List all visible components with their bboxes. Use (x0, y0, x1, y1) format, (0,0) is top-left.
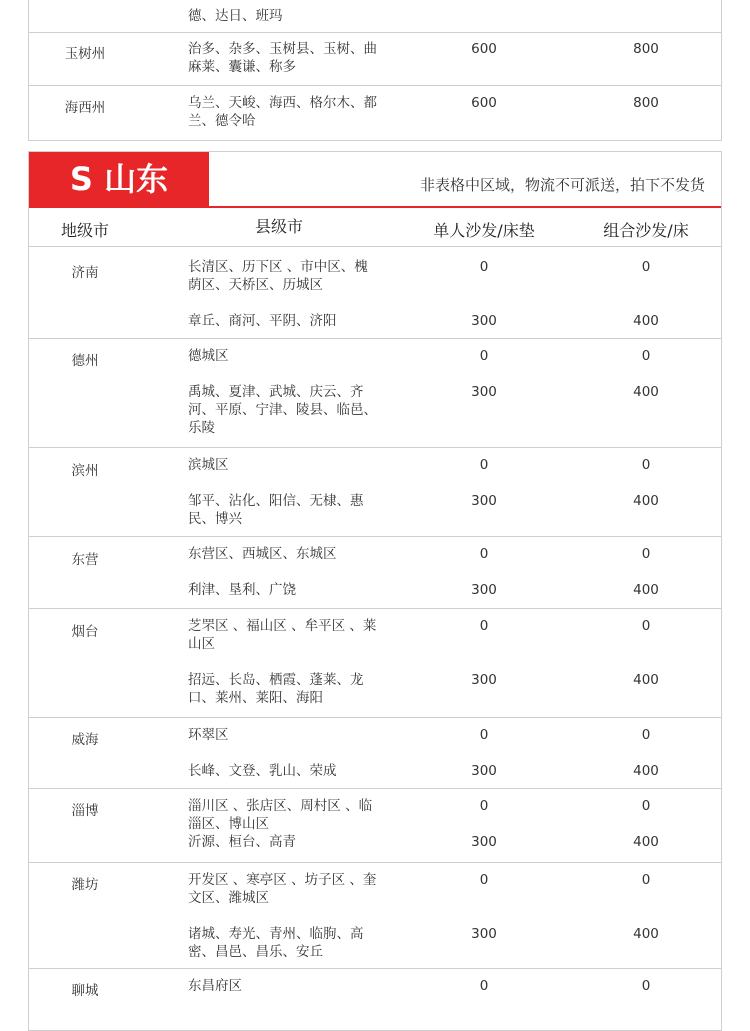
table-row (29, 608, 721, 718)
combo-price: 400 (633, 493, 659, 509)
combo-price: 400 (633, 763, 659, 779)
single-price: 0 (479, 872, 489, 888)
single-price: 300 (471, 582, 497, 598)
delivery-note: 非表格中区域，物流不可派送，拍下不发货 (419, 176, 705, 194)
header-county: 县级市 (254, 217, 303, 236)
table-row (29, 788, 721, 863)
table-row (29, 247, 721, 339)
combo-price: 800 (633, 95, 659, 111)
combo-price: 0 (641, 727, 651, 743)
county-list: 章丘、商河、平阴、济阳 (188, 313, 337, 329)
combo-price: 0 (641, 546, 651, 562)
single-price: 0 (479, 978, 489, 994)
combo-price: 0 (641, 618, 651, 634)
section-title: S 山东 (29, 152, 209, 206)
city-name: 玉树州 (64, 46, 106, 62)
single-price: 300 (471, 672, 497, 688)
county-list: 滨城区 (188, 457, 229, 473)
county-list: 禹城、夏津、武城、庆云、齐河、平原、宁津、陵县、临邑、乐陵 (188, 384, 377, 436)
county-list: 招远、长岛、栖霞、蓬莱、龙口、莱州、莱阳、海阳 (188, 672, 364, 706)
header-city: 地级市 (60, 221, 109, 240)
combo-price: 0 (641, 872, 651, 888)
shandong-table (28, 151, 722, 1031)
combo-price: 400 (633, 384, 659, 400)
city-name: 威海 (71, 732, 99, 748)
table-row (29, 447, 721, 537)
single-price: 300 (471, 834, 497, 850)
combo-price: 400 (633, 313, 659, 329)
combo-price: 0 (641, 348, 651, 364)
county-list: 环翠区 (188, 727, 229, 743)
combo-price: 0 (641, 978, 651, 994)
header-single: 单人沙发/床垫 (433, 221, 535, 240)
county-list: 长峰、文登、乳山、荣成 (188, 763, 337, 779)
county-list: 乌兰、天峻、海西、格尔木、都兰、德令哈 (188, 95, 377, 129)
single-price: 0 (479, 348, 489, 364)
table-row (29, 536, 721, 609)
single-price: 0 (479, 618, 489, 634)
table-row (29, 717, 721, 789)
county-list: 邹平、沾化、阳信、无棣、惠民、博兴 (188, 493, 364, 527)
combo-price: 400 (633, 926, 659, 942)
county-list: 治多、杂多、玉树县、玉树、曲麻莱、囊谦、称多 (188, 41, 377, 75)
header-combo: 组合沙发/床 (603, 221, 689, 240)
combo-price: 800 (633, 41, 659, 57)
single-price: 0 (479, 727, 489, 743)
city-name: 淄博 (71, 803, 99, 819)
single-price: 600 (471, 95, 497, 111)
combo-price: 0 (641, 457, 651, 473)
city-name: 烟台 (71, 624, 99, 640)
table-row (29, 968, 721, 1028)
county-list: 德城区 (188, 348, 229, 364)
county-list: 淄川区 、张店区、周村区 、临淄区、博山区 (188, 798, 373, 832)
county-list: 东营区、西城区、东城区 (188, 546, 337, 562)
table-row (29, 0, 721, 33)
city-name: 海西州 (64, 100, 106, 116)
single-price: 0 (479, 546, 489, 562)
city-name: 济南 (71, 265, 99, 281)
combo-price: 400 (633, 672, 659, 688)
combo-price: 400 (633, 834, 659, 850)
county-list: 开发区 、寒亭区 、坊子区 、奎文区、潍城区 (188, 872, 377, 906)
single-price: 300 (471, 384, 497, 400)
table-row (29, 32, 721, 86)
single-price: 0 (479, 259, 489, 275)
county-list: 长清区、历下区 、市中区、槐荫区、天桥区、历城区 (188, 259, 368, 293)
city-name: 潍坊 (71, 877, 99, 893)
single-price: 300 (471, 926, 497, 942)
single-price: 0 (479, 798, 489, 814)
single-price: 300 (471, 313, 497, 329)
combo-price: 400 (633, 582, 659, 598)
single-price: 300 (471, 493, 497, 509)
county-list: 东昌府区 (188, 978, 242, 994)
combo-price: 0 (641, 259, 651, 275)
city-name: 聊城 (71, 983, 99, 999)
county-list: 德、达日、班玛 (188, 8, 283, 24)
county-list: 沂源、桓台、高青 (188, 834, 296, 850)
single-price: 0 (479, 457, 489, 473)
county-list: 利津、垦利、广饶 (188, 582, 296, 598)
county-list: 芝罘区 、福山区 、牟平区 、莱山区 (188, 618, 377, 652)
county-list: 诸城、寿光、青州、临朐、高密、昌邑、昌乐、安丘 (188, 926, 364, 960)
combo-price: 0 (641, 798, 651, 814)
city-name: 东营 (71, 552, 99, 568)
table-row (29, 338, 721, 448)
table-row (29, 862, 721, 969)
city-name: 滨州 (71, 463, 99, 479)
city-name: 德州 (71, 353, 99, 369)
single-price: 600 (471, 41, 497, 57)
table-row (29, 85, 721, 142)
single-price: 300 (471, 763, 497, 779)
table-header (29, 208, 721, 247)
section-banner (29, 152, 721, 208)
qinghai-table (28, 0, 722, 141)
